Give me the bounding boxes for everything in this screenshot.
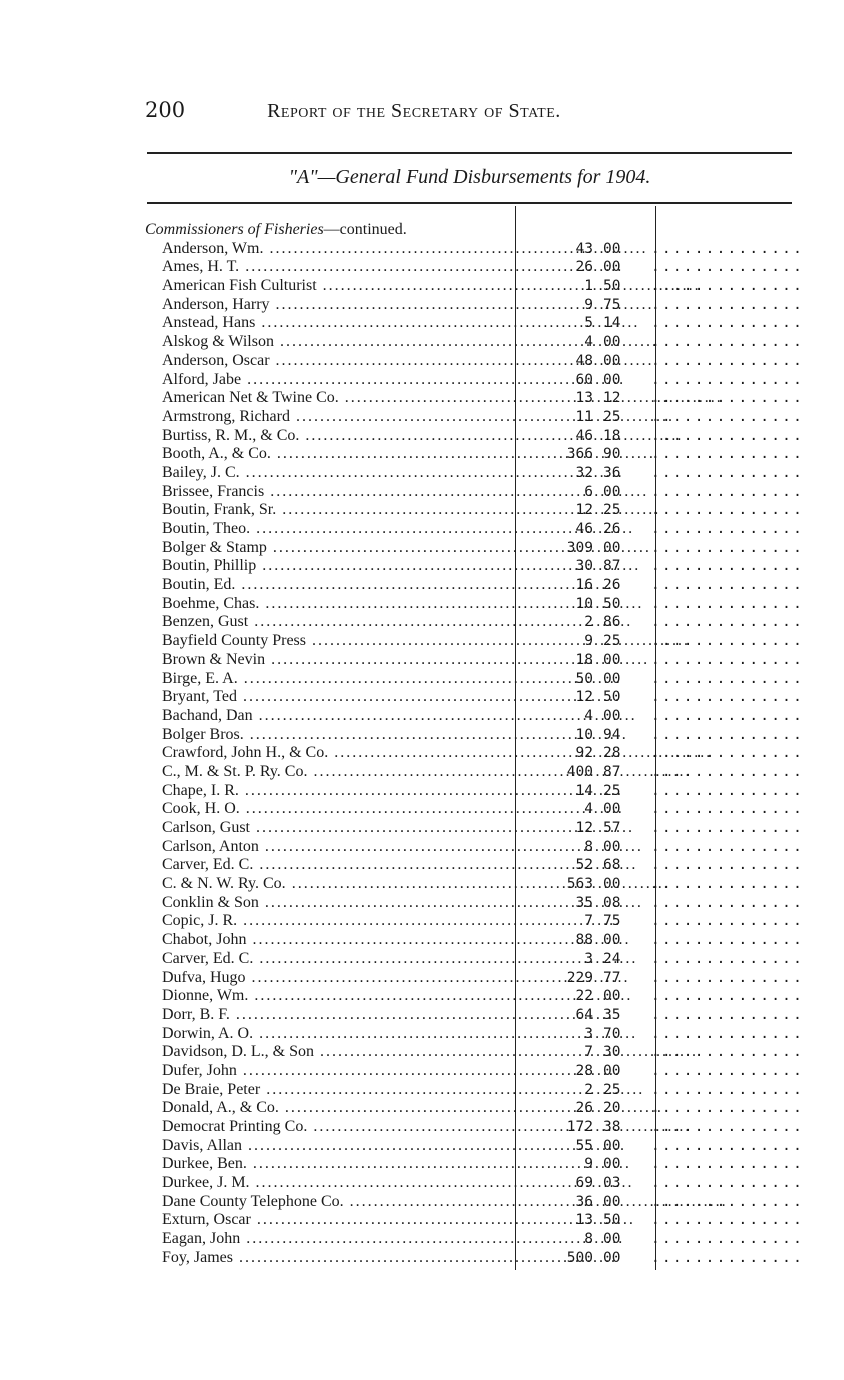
blank-column-leader: ..............	[651, 763, 805, 780]
table-row	[145, 875, 805, 894]
amount-cents: 00	[603, 838, 621, 855]
disbursement-table	[145, 221, 805, 1268]
amount-cents: 14	[603, 315, 621, 332]
blank-column-leader: ..............	[651, 633, 805, 650]
blank-column-leader: ..............	[651, 857, 805, 874]
amount-cents: 35	[603, 1006, 621, 1023]
amount-cents: 77	[603, 969, 621, 986]
amount-dollars: 400	[566, 763, 593, 780]
table-row	[145, 781, 805, 801]
table-row	[145, 669, 805, 689]
blank-column-leader: ..............	[651, 352, 805, 369]
amount-dollars: 35	[575, 894, 593, 911]
blank-column-leader: ..............	[651, 390, 805, 407]
blank-column-leader: ..............	[651, 913, 805, 930]
table-row	[145, 893, 805, 913]
table-row	[145, 987, 805, 1006]
amount-cents: 75	[603, 296, 621, 313]
amount-dollars: 46	[575, 521, 593, 537]
table-row	[145, 445, 805, 464]
table-row	[145, 277, 805, 296]
table-row	[145, 1024, 805, 1044]
payee-name: Cook, H. O. .....	[145, 800, 499, 819]
blank-column-leader: ..............	[651, 502, 805, 519]
blank-column-leader: ..............	[651, 838, 805, 855]
payee-name: Anderson, Wm. .....	[145, 240, 499, 259]
page-header	[145, 98, 755, 123]
blank-column-leader: ..............	[651, 427, 805, 444]
amount-dollars: 2	[584, 614, 593, 631]
payee-name: Bolger Bros. .....	[145, 726, 499, 745]
table-row	[145, 482, 805, 502]
amount-dollars: 14	[575, 782, 593, 799]
amount-cents: 24	[603, 950, 621, 967]
amount-dollars: 1	[584, 278, 593, 295]
table-row	[145, 819, 805, 838]
amount-cents: 03	[603, 1175, 621, 1192]
blank-column-leader: ..............	[651, 408, 805, 425]
amount-dollars: 92	[575, 745, 593, 762]
table-row	[145, 632, 805, 651]
payee-name: Anstead, Hans .....	[145, 314, 499, 333]
amount-cents: 00	[603, 371, 621, 388]
payee-name: Dufer, John .....	[145, 1062, 499, 1081]
blank-column-leader: ..............	[651, 651, 805, 668]
payee-name: Bailey, J. C. .....	[145, 464, 499, 483]
amount-cents: 25	[603, 782, 621, 799]
amount-dollars: 10	[575, 726, 593, 743]
table-row	[145, 613, 805, 632]
table-row	[145, 1230, 805, 1249]
amount-dollars: 9	[584, 296, 593, 313]
amount-cents: 00	[603, 1137, 621, 1154]
payee-name: Davis, Allan .....	[145, 1137, 499, 1156]
blank-column-leader: ..............	[651, 296, 805, 313]
amount-cents: 50	[603, 1212, 621, 1229]
payee-name: Armstrong, Richard .....	[145, 408, 499, 427]
blank-column-leader: ..............	[651, 689, 805, 706]
payee-name: Donald, A., & Co. .....	[145, 1099, 499, 1118]
amount-dollars: 11	[575, 408, 593, 425]
payee-name: Carlson, Gust .....	[145, 819, 499, 838]
payee-name: Democrat Printing Co. .....	[145, 1118, 499, 1137]
blank-column-leader: ..............	[651, 278, 805, 295]
payee-name: Davidson, D. L., & Son .....	[145, 1043, 499, 1062]
payee-name: De Braie, Peter .....	[145, 1081, 499, 1100]
payee-name: Bachand, Dan .....	[145, 707, 499, 726]
table-row	[145, 744, 805, 763]
amount-cents: 00	[603, 670, 621, 687]
top-rule	[147, 152, 792, 154]
amount-dollars: 55	[575, 1137, 593, 1154]
amount-cents: 00	[603, 932, 621, 949]
table-row	[145, 650, 805, 670]
amount-cents: 26	[603, 577, 621, 594]
amount-dollars: 7	[584, 1044, 593, 1061]
payee-name: Alskog & Wilson .....	[145, 333, 499, 352]
blank-column-leader: ..............	[651, 1062, 805, 1079]
amount-cents: 28	[603, 745, 621, 762]
amount-dollars: 50	[575, 670, 593, 687]
table-row	[145, 239, 805, 259]
amount-dollars: 3	[584, 950, 593, 967]
amount-cents: 00	[603, 1249, 621, 1266]
amount-dollars: 229	[566, 969, 593, 986]
amount-dollars: 69	[575, 1175, 593, 1192]
table-row	[145, 1248, 805, 1268]
amount-cents: 25	[603, 408, 621, 425]
amount-cents: 00	[603, 801, 621, 818]
amount-cents: 25	[603, 502, 621, 519]
amount-dollars: 2	[584, 1081, 593, 1098]
amount-dollars: 4	[584, 334, 593, 351]
payee-name: C. & N. W. Ry. Co. .....	[145, 875, 499, 894]
blank-column-leader: ..............	[651, 1137, 805, 1154]
blank-column-leader: ..............	[651, 558, 805, 575]
amount-dollars: 7	[584, 913, 593, 930]
payee-name: Anderson, Oscar .....	[145, 352, 499, 371]
amount-cents: 25	[603, 1081, 621, 1098]
amount-cents: 50	[603, 689, 621, 706]
blank-column-leader: ..............	[651, 521, 805, 537]
table-row	[145, 688, 805, 707]
amount-dollars: 12	[575, 820, 593, 836]
amount-cents: 00	[603, 240, 621, 257]
blank-column-leader: ..............	[651, 1231, 805, 1248]
table-row	[145, 949, 805, 969]
amount-dollars: 22	[575, 988, 593, 1005]
amount-cents: 86	[603, 614, 621, 631]
payee-name: Boutin, Phillip .....	[145, 557, 499, 576]
payee-name: Durkee, J. M. .....	[145, 1174, 499, 1193]
table-row	[145, 931, 805, 950]
table-title: "A"—General Fund Disbursements for 1904.	[288, 166, 651, 188]
table-row	[145, 258, 805, 277]
amount-cents: 00	[603, 1231, 621, 1248]
payee-name: Foy, James .....	[145, 1249, 499, 1268]
table-row	[145, 1043, 805, 1062]
amount-cents: 00	[603, 539, 621, 556]
table-row	[145, 407, 805, 427]
blank-column-leader: ..............	[651, 1081, 805, 1098]
blank-column-leader: ..............	[651, 801, 805, 818]
blank-column-leader: ..............	[651, 950, 805, 967]
payee-name: Burtiss, R. M., & Co. .....	[145, 427, 499, 446]
payee-name: Carver, Ed. C. .....	[145, 950, 499, 969]
blank-column-leader: ..............	[651, 1212, 805, 1229]
amount-cents: 68	[603, 857, 621, 874]
table-row	[145, 501, 805, 520]
blank-column-leader: ..............	[651, 446, 805, 463]
amount-cents: 38	[603, 1119, 621, 1135]
table-row	[145, 706, 805, 726]
amount-dollars: 5	[584, 315, 593, 332]
payee-name: Dufva, Hugo .....	[145, 969, 499, 988]
blank-column-leader: ..............	[651, 259, 805, 276]
blank-column-leader: ..............	[651, 577, 805, 594]
amount-dollars: 3	[584, 1025, 593, 1042]
payee-name: Boehme, Chas. .....	[145, 595, 499, 614]
table-row	[145, 1080, 805, 1100]
amount-dollars: 64	[575, 1006, 593, 1023]
amount-cents: 87	[603, 558, 621, 575]
amount-cents: 26	[603, 521, 621, 537]
payee-name: Dane County Telephone Co. .....	[145, 1193, 499, 1212]
payee-name: Anderson, Harry .....	[145, 296, 499, 315]
blank-column-leader: ..............	[651, 464, 805, 481]
payee-name: Dorwin, A. O. .....	[145, 1025, 499, 1044]
amount-dollars: 36	[575, 1193, 593, 1210]
payee-name: Brissee, Francis .....	[145, 483, 499, 502]
amount-dollars: 26	[575, 259, 593, 276]
amount-dollars: 500	[566, 1249, 593, 1266]
table-row	[145, 538, 805, 558]
amount-cents: 00	[603, 707, 621, 724]
amount-cents: 12	[603, 390, 621, 407]
amount-dollars: 13	[575, 390, 593, 407]
amount-dollars: 12	[575, 502, 593, 519]
section-name: Commissioners of Fisheries	[145, 221, 324, 238]
table-row	[145, 725, 805, 745]
blank-column-leader: ..............	[651, 894, 805, 911]
amount-cents: 00	[603, 876, 621, 893]
payee-name: Booth, A., & Co. .....	[145, 445, 499, 464]
table-row	[145, 576, 805, 595]
table-row	[145, 333, 805, 352]
amount-cents: 20	[603, 1100, 621, 1117]
amount-dollars: 52	[575, 857, 593, 874]
page-number: 200	[145, 98, 186, 122]
payee-name: Bryant, Ted .....	[145, 688, 499, 707]
blank-column-leader: ..............	[651, 371, 805, 388]
payee-name: Brown & Nevin .....	[145, 651, 499, 670]
amount-dollars: 30	[575, 558, 593, 575]
payee-name: Carver, Ed. C. .....	[145, 856, 499, 875]
payee-name: Boutin, Frank, Sr. .....	[145, 501, 499, 520]
amount-dollars: 48	[575, 352, 593, 369]
payee-name: Carlson, Anton .....	[145, 838, 499, 857]
blank-column-leader: ..............	[651, 595, 805, 612]
payee-name: Durkee, Ben. .....	[145, 1155, 499, 1174]
running-title: Report of the Secretary of State.	[267, 100, 561, 122]
table-body	[145, 239, 805, 1268]
blank-column-leader: ..............	[651, 315, 805, 332]
amount-dollars: 43	[575, 240, 593, 257]
blank-column-leader: ..............	[651, 240, 805, 257]
payee-name: Boutin, Ed. .....	[145, 576, 499, 595]
payee-name: Copic, J. R. .....	[145, 912, 499, 931]
blank-column-leader: ..............	[651, 876, 805, 893]
table-row	[145, 1118, 805, 1137]
amount-dollars: 46	[575, 427, 593, 444]
blank-column-leader: ..............	[651, 988, 805, 1005]
table-row	[145, 370, 805, 390]
payee-name: Boutin, Theo. .....	[145, 520, 499, 539]
amount-cents: 00	[603, 259, 621, 276]
table-row	[145, 351, 805, 371]
amount-cents: 50	[603, 278, 621, 295]
table-row	[145, 389, 805, 408]
blank-column-leader: ..............	[651, 483, 805, 500]
blank-column-leader: ..............	[651, 1156, 805, 1173]
amount-cents: 00	[603, 1193, 621, 1210]
table-row	[145, 837, 805, 857]
table-row	[145, 1155, 805, 1174]
blank-column-leader: ..............	[651, 614, 805, 631]
table-row	[145, 856, 805, 875]
amount-cents: 30	[603, 1044, 621, 1061]
amount-dollars: 309	[566, 539, 593, 556]
blank-column-leader: ..............	[651, 670, 805, 687]
blank-column-leader: ..............	[651, 1025, 805, 1042]
amount-dollars: 9	[584, 1156, 593, 1173]
amount-cents: 90	[603, 446, 621, 463]
section-heading	[145, 221, 795, 240]
blank-column-leader: ..............	[651, 726, 805, 743]
blank-column-leader: ..............	[651, 334, 805, 351]
payee-name: Benzen, Gust .....	[145, 613, 499, 632]
table-row	[145, 1211, 805, 1230]
payee-name: American Fish Culturist .....	[145, 277, 499, 296]
table-row	[145, 1174, 805, 1193]
amount-cents: 50	[603, 595, 621, 612]
table-row	[145, 557, 805, 576]
payee-name: Eagan, John .....	[145, 1230, 499, 1249]
blank-column-leader: ..............	[651, 782, 805, 799]
payee-name: Dorr, B. F. .....	[145, 1006, 499, 1025]
table-row	[145, 594, 805, 614]
table-row	[145, 800, 805, 819]
blank-column-leader: ..............	[651, 932, 805, 949]
blank-column-leader: ..............	[651, 1006, 805, 1023]
blank-column-leader: ..............	[651, 1175, 805, 1192]
amount-dollars: 28	[575, 1062, 593, 1079]
payee-name: C., M. & St. P. Ry. Co. .....	[145, 763, 499, 782]
table-row	[145, 912, 805, 931]
blank-column-leader: ..............	[651, 1044, 805, 1061]
blank-column-leader: ..............	[651, 707, 805, 724]
amount-cents: 00	[603, 334, 621, 351]
amount-cents: 36	[603, 464, 621, 481]
payee-name: Bayfield County Press .....	[145, 632, 499, 651]
table-row	[145, 463, 805, 483]
table-row	[145, 1005, 805, 1025]
table-row	[145, 1061, 805, 1081]
table-row	[145, 1099, 805, 1118]
amount-dollars: 32	[575, 464, 593, 481]
amount-dollars: 563	[566, 876, 593, 893]
table-row	[145, 1136, 805, 1156]
amount-cents: 70	[603, 1025, 621, 1042]
amount-dollars: 8	[584, 1231, 593, 1248]
amount-dollars: 10	[575, 595, 593, 612]
payee-name: Exturn, Oscar .....	[145, 1211, 499, 1230]
table-row	[145, 520, 805, 539]
amount-dollars: 16	[575, 577, 593, 594]
amount-dollars: 366	[566, 446, 593, 463]
amount-cents: 08	[603, 894, 621, 911]
amount-dollars: 6	[584, 483, 593, 500]
amount-dollars: 4	[584, 707, 593, 724]
payee-name: Ames, H. T. .....	[145, 258, 499, 277]
amount-dollars: 12	[575, 689, 593, 706]
table-row	[145, 762, 805, 782]
amount-cents: 00	[603, 1062, 621, 1079]
amount-cents: 18	[603, 427, 621, 444]
amount-cents: 57	[603, 820, 621, 836]
payee-name: Crawford, John H., & Co. .....	[145, 744, 499, 763]
amount-dollars: 26	[575, 1100, 593, 1117]
blank-column-leader: ..............	[651, 1193, 805, 1210]
blank-column-leader: ..............	[651, 1100, 805, 1117]
amount-cents: 94	[603, 726, 621, 743]
amount-cents: 75	[603, 913, 621, 930]
amount-cents: 00	[603, 651, 621, 668]
amount-cents: 00	[603, 352, 621, 369]
table-row	[145, 295, 805, 315]
blank-column-leader: ..............	[651, 539, 805, 556]
section-suffix: —continued.	[323, 221, 407, 238]
amount-dollars: 172	[566, 1119, 593, 1135]
blank-column-leader: ..............	[651, 1249, 805, 1266]
blank-column-leader: ..............	[651, 745, 805, 762]
amount-dollars: 9	[584, 633, 593, 650]
table-row	[145, 1192, 805, 1212]
payee-name: Conklin & Son .....	[145, 894, 499, 913]
blank-column-leader: ..............	[651, 969, 805, 986]
amount-dollars: 13	[575, 1212, 593, 1229]
title-rule	[147, 202, 792, 204]
payee-name: Bolger & Stamp .....	[145, 539, 499, 558]
payee-name: Alford, Jabe .....	[145, 371, 499, 390]
amount-cents: 25	[603, 633, 621, 650]
blank-column-leader: ..............	[651, 820, 805, 836]
amount-cents: 87	[603, 763, 621, 780]
amount-dollars: 4	[584, 801, 593, 818]
payee-name: Chabot, John .....	[145, 931, 499, 950]
amount-dollars: 88	[575, 932, 593, 949]
table-row	[145, 426, 805, 446]
payee-name: Dionne, Wm. .....	[145, 987, 499, 1006]
payee-name: Chape, I. R. .....	[145, 782, 499, 801]
amount-dollars: 60	[575, 371, 593, 388]
table-row	[145, 314, 805, 333]
amount-cents: 00	[603, 483, 621, 500]
amount-dollars: 18	[575, 651, 593, 668]
blank-column-leader: ..............	[651, 1119, 805, 1135]
amount-cents: 00	[603, 1156, 621, 1173]
amount-dollars: 8	[584, 838, 593, 855]
table-row	[145, 968, 805, 988]
payee-name: Birge, E. A. .....	[145, 670, 499, 689]
amount-cents: 00	[603, 988, 621, 1005]
payee-name: American Net & Twine Co. .....	[145, 389, 499, 408]
